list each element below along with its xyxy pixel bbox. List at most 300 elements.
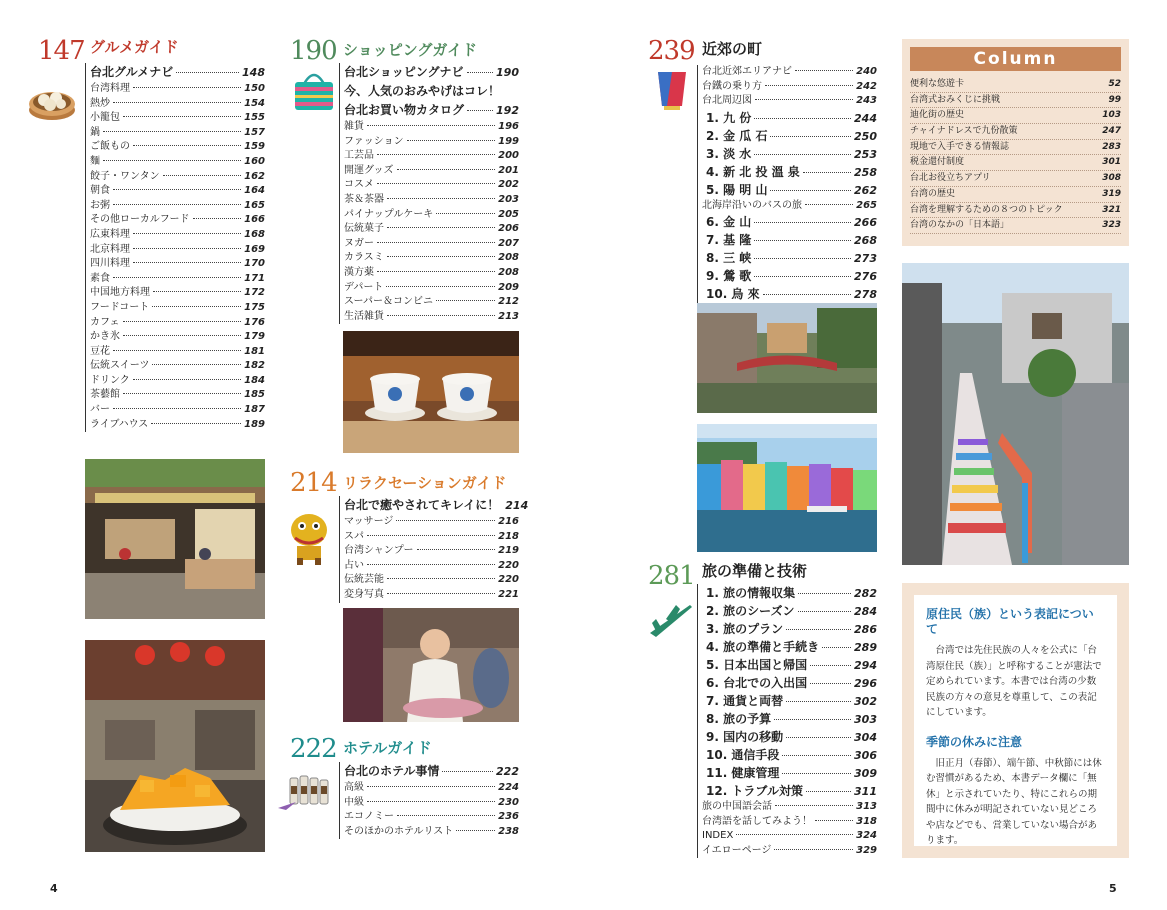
toc-entry[interactable]: [702, 199, 877, 214]
toc-entry-page: 208: [498, 266, 519, 278]
toc-entry-label: 伝統菓子: [344, 223, 384, 235]
toc-entry-label: ファッション: [344, 135, 404, 147]
toc-entry-label: フードコート: [90, 301, 150, 313]
leader-dots: [417, 549, 496, 550]
toc-entry-page: 199: [498, 135, 519, 147]
toc-entry-label: カフェ: [90, 316, 120, 328]
column-entry-label: 台北お役立ちアプリ: [910, 173, 991, 184]
toc-entry-page: 258: [854, 165, 877, 179]
toc-entry-label: 台湾料理: [90, 83, 130, 94]
column-entry-page: 319: [1102, 188, 1121, 199]
toc-entry[interactable]: [90, 403, 265, 418]
toc-entry[interactable]: [702, 746, 877, 764]
toc-entry-label: 占い: [344, 559, 364, 571]
leader-dots: [113, 350, 241, 351]
toc-entry[interactable]: [90, 272, 265, 287]
toc-entry[interactable]: [344, 193, 519, 208]
toc-entry-page: 184: [244, 374, 265, 386]
leader-dots: [754, 276, 851, 277]
toc-entry-page: 212: [498, 296, 519, 308]
toc-entry-label: 朝食: [90, 185, 110, 197]
toc-entry[interactable]: [344, 82, 519, 101]
leader-dots: [113, 277, 241, 278]
toc-entry[interactable]: [344, 310, 519, 325]
column-entry-page: 103: [1102, 110, 1121, 121]
toc-entry-page: 214: [505, 499, 529, 512]
leader-dots: [133, 233, 241, 234]
toc-entry[interactable]: [702, 80, 877, 95]
toc-entry[interactable]: [702, 710, 877, 728]
toc-entry-page: 150: [244, 83, 265, 94]
toc-entry[interactable]: [702, 620, 877, 638]
toc-entry[interactable]: [702, 844, 877, 859]
toc-entry[interactable]: [344, 266, 519, 281]
toc-entry[interactable]: [90, 63, 265, 82]
toc-entry-page: 181: [244, 345, 265, 357]
leader-dots: [798, 611, 852, 612]
leader-dots: [754, 258, 851, 259]
toc-entry[interactable]: [90, 228, 265, 243]
toc-entry[interactable]: [90, 418, 265, 433]
old-street-bridge-photo: [697, 303, 877, 413]
toc-entry-page: 160: [244, 155, 265, 167]
leader-dots: [152, 364, 241, 365]
column-entry-page: 323: [1102, 220, 1121, 231]
toc-entry-label: その他ローカルフード: [90, 214, 190, 226]
leader-dots: [113, 204, 241, 205]
toc-entry-page: 324: [856, 830, 877, 842]
toc-entry-page: 179: [244, 331, 265, 343]
leader-dots: [798, 593, 851, 594]
leader-dots: [765, 85, 853, 86]
toc-entry[interactable]: [90, 301, 265, 316]
toc-entry-page: 265: [856, 199, 877, 211]
leader-dots: [123, 393, 241, 394]
toc-entry-page: 185: [244, 389, 265, 401]
column-entry[interactable]: [910, 171, 1121, 187]
toc-entry-label: カラスミ: [344, 252, 384, 264]
toc-entry-page: 154: [244, 97, 265, 109]
toc-entry-page: 219: [498, 545, 519, 557]
toc-entry-label: 3. 旅のプラン: [706, 622, 784, 636]
leader-dots: [133, 379, 241, 380]
leader-dots: [133, 248, 241, 249]
toc-entry[interactable]: [90, 388, 265, 403]
leader-dots: [367, 786, 495, 787]
toc-entry-page: 282: [854, 587, 877, 600]
toc-entry[interactable]: [344, 164, 519, 179]
toc-entry-label: 台北ショッピングナビ: [344, 65, 464, 79]
toc-entry-label: ご飯もの: [90, 141, 130, 153]
toc-entry-label: 2. 金 瓜 石: [706, 128, 768, 143]
toc-entry[interactable]: [702, 267, 877, 285]
toc-entry-page: 205: [498, 208, 519, 220]
toc-entry[interactable]: [702, 584, 877, 602]
column-entry-label: 税金還付制度: [910, 157, 965, 168]
toc-entry[interactable]: [90, 126, 265, 141]
suburb-toc: [697, 65, 877, 303]
toc-entry-page: 311: [854, 785, 877, 798]
toc-entry-page: 196: [498, 121, 519, 132]
toc-entry[interactable]: [90, 155, 265, 170]
leader-dots: [387, 256, 495, 257]
toc-entry-label: 北海岸沿いのバスの旅: [702, 199, 802, 211]
leader-dots: [795, 70, 853, 71]
leader-dots: [377, 242, 495, 243]
leader-dots: [770, 190, 851, 191]
toc-entry-page: 172: [244, 287, 265, 299]
woven-basket-bag-icon: [292, 66, 336, 112]
shopping-toc: [339, 63, 519, 324]
toc-entry-label: 10. 通信手段: [706, 748, 780, 762]
leader-dots: [822, 647, 851, 648]
column-entry[interactable]: [910, 93, 1121, 109]
toc-entry-page: 170: [244, 258, 265, 270]
toc-entry[interactable]: [344, 281, 519, 296]
toc-entry[interactable]: [90, 170, 265, 185]
toc-entry[interactable]: [90, 82, 265, 97]
toc-entry[interactable]: [90, 184, 265, 199]
leader-dots: [103, 131, 241, 132]
toc-entry-page: 238: [498, 825, 519, 837]
toc-entry[interactable]: [344, 544, 519, 559]
column-entry[interactable]: [910, 203, 1121, 219]
toc-entry[interactable]: [90, 286, 265, 301]
toc-entry-label: ヌガー: [344, 237, 374, 249]
toc-entry-page: 302: [854, 695, 877, 708]
toc-entry[interactable]: [702, 145, 877, 163]
toc-entry[interactable]: [344, 825, 519, 840]
toc-entry-label: 北京料理: [90, 243, 130, 255]
toc-entry-label: 伝統スイーツ: [90, 360, 150, 372]
toc-entry[interactable]: [344, 762, 519, 781]
toc-entry[interactable]: [344, 149, 519, 164]
notes-inner: [914, 595, 1117, 846]
leader-dots: [754, 154, 851, 155]
column-entry-label: 台湾の歴史: [910, 188, 956, 199]
toc-entry[interactable]: [90, 213, 265, 228]
toc-entry[interactable]: [90, 243, 265, 258]
toc-entry[interactable]: [344, 237, 519, 252]
toc-entry[interactable]: [702, 127, 877, 145]
leader-dots: [782, 755, 851, 756]
toc-entry-label: 8. 三 峡: [706, 251, 752, 266]
column-entry-label: 台湾を理解するための８つのトピック: [910, 204, 1063, 215]
toc-entry-page: 220: [498, 559, 519, 571]
leader-dots: [467, 72, 494, 73]
toc-entry-label: 伝統芸能: [344, 574, 384, 586]
leader-dots: [387, 198, 495, 199]
toc-entry-label: バー: [90, 404, 110, 416]
toc-entry-page: 169: [244, 243, 265, 255]
toc-entry[interactable]: [702, 94, 877, 109]
toc-entry[interactable]: [344, 120, 519, 135]
toc-entry[interactable]: [702, 829, 877, 844]
column-entry-page: 247: [1102, 126, 1121, 137]
column-heading: Column: [910, 47, 1121, 71]
toc-entry-page: 157: [244, 126, 265, 138]
column-entry[interactable]: [910, 77, 1121, 93]
toc-entry[interactable]: [90, 97, 265, 112]
toc-entry-label: 6. 台北での入出国: [706, 676, 808, 690]
toc-entry[interactable]: [90, 199, 265, 214]
toc-entry-page: 201: [498, 164, 519, 176]
toc-entry[interactable]: [344, 781, 519, 796]
column-box: [902, 39, 1129, 246]
toc-entry[interactable]: [702, 285, 877, 303]
toc-entry-page: 175: [244, 301, 265, 313]
leader-dots: [113, 102, 241, 103]
leader-dots: [774, 849, 853, 850]
leader-dots: [133, 262, 241, 263]
toc-entry-page: 192: [496, 104, 519, 117]
leader-dots: [754, 222, 851, 223]
column-entry-page: 52: [1108, 79, 1121, 89]
toc-entry[interactable]: [344, 530, 519, 545]
toc-entry-page: 165: [244, 199, 265, 211]
toc-entry[interactable]: [702, 764, 877, 782]
shopping-section-number: 190: [290, 36, 337, 66]
toc-entry-label: ライブハウス: [90, 418, 149, 430]
toc-entry[interactable]: [90, 111, 265, 126]
amenity-bottles-icon: [276, 772, 336, 812]
toc-entry-page: 286: [854, 623, 877, 636]
toc-entry[interactable]: [344, 63, 519, 82]
hotel-section-number: 222: [290, 734, 337, 764]
leader-dots: [396, 520, 495, 521]
toc-entry[interactable]: [702, 656, 877, 674]
toc-entry-page: 262: [854, 183, 877, 197]
travel-section-title: 旅の準備と技術: [702, 562, 808, 580]
toc-entry[interactable]: [702, 231, 877, 249]
column-entry[interactable]: [910, 155, 1121, 171]
toc-entry-label: 台湾シャンプー: [344, 545, 414, 557]
toc-entry-label: 9. 鶯 歌: [706, 269, 752, 284]
leader-dots: [123, 116, 241, 117]
toc-entry-label: エコノミー: [344, 811, 394, 823]
toc-entry-page: 278: [854, 288, 877, 302]
toc-entry[interactable]: [344, 135, 519, 150]
hotel-section-title: ホテルガイド: [343, 739, 432, 757]
toc-entry[interactable]: [344, 810, 519, 825]
leader-dots: [805, 204, 853, 205]
leader-dots: [775, 805, 853, 806]
toc-entry[interactable]: [702, 815, 877, 830]
toc-entry[interactable]: [90, 359, 265, 374]
toc-entry-page: 207: [498, 237, 519, 249]
toc-entry-page: 166: [244, 214, 265, 226]
relax-toc: [339, 496, 529, 603]
leader-dots: [810, 683, 851, 684]
leader-dots: [386, 286, 495, 287]
toc-entry-label: 高級: [344, 782, 364, 793]
toc-entry-label: 茶藝館: [90, 389, 120, 401]
dumpling-steamer-icon: [27, 74, 77, 122]
toc-entry-page: 209: [498, 281, 519, 293]
toc-entry[interactable]: [702, 800, 877, 815]
shopping-section-title: ショッピングガイド: [343, 41, 477, 59]
toc-entry[interactable]: [702, 109, 877, 127]
toc-entry-label: 台北で癒やされてキレイに！: [344, 498, 500, 512]
column-entry-label: 台湾のなかの「日本語」: [910, 220, 1010, 231]
toc-entry[interactable]: [344, 496, 529, 515]
toc-entry[interactable]: [702, 602, 877, 620]
note-title-indigenous: 原住民（族）という表記について: [926, 607, 1094, 636]
leader-dots: [786, 701, 851, 702]
toc-entry-page: 306: [854, 749, 877, 762]
leader-dots: [442, 771, 493, 772]
toc-entry-page: 148: [242, 66, 265, 79]
leader-dots: [113, 189, 241, 190]
column-entry-page: 301: [1102, 157, 1121, 168]
leader-dots: [193, 218, 242, 219]
toc-entry-label: 2. 旅のシーズン: [706, 604, 795, 618]
toc-entry[interactable]: [90, 345, 265, 360]
toc-entry-page: 296: [854, 677, 877, 690]
toc-entry[interactable]: [344, 222, 519, 237]
toc-entry[interactable]: [344, 573, 519, 588]
leader-dots: [763, 294, 851, 295]
toc-entry-page: 304: [854, 731, 877, 744]
toc-entry-page: 273: [854, 252, 877, 266]
leader-dots: [133, 87, 241, 88]
leader-dots: [736, 834, 853, 835]
toc-entry[interactable]: [344, 251, 519, 266]
leader-dots: [782, 773, 851, 774]
toc-entry[interactable]: [344, 559, 519, 574]
toc-entry-page: 318: [856, 815, 877, 827]
leader-dots: [377, 271, 495, 272]
toc-entry-label: 4. 旅の準備と手続き: [706, 640, 820, 654]
toc-entry[interactable]: [90, 330, 265, 345]
toc-entry[interactable]: [344, 295, 519, 310]
toc-entry-label: 6. 金 山: [706, 215, 752, 230]
toc-entry-label: 5. 陽 明 山: [706, 182, 768, 197]
leader-dots: [407, 140, 496, 141]
toc-entry[interactable]: [702, 163, 877, 181]
toc-entry-page: 203: [498, 193, 519, 205]
toc-entry[interactable]: [702, 249, 877, 267]
toc-entry-label: 9. 国内の移動: [706, 730, 784, 744]
toc-entry-label: 開運グッズ: [344, 164, 394, 176]
toc-entry-page: 182: [244, 360, 265, 372]
hotel-toc: [339, 762, 519, 839]
toc-entry-page: 243: [856, 95, 877, 107]
column-entry[interactable]: [910, 124, 1121, 140]
toc-entry-label: 3. 淡 水: [706, 146, 752, 161]
toc-entry-page: 313: [856, 801, 877, 812]
toc-entry-page: 216: [498, 516, 519, 527]
toc-entry-label: 台北周辺図: [702, 95, 752, 107]
toc-entry[interactable]: [702, 181, 877, 199]
toc-entry-label: 豆花: [90, 345, 110, 357]
toc-entry[interactable]: [344, 208, 519, 223]
toc-entry[interactable]: [702, 728, 877, 746]
toc-entry-label: 生活雑貨: [344, 310, 384, 322]
toc-entry[interactable]: [702, 674, 877, 692]
food-stall-photo: [85, 459, 265, 619]
toc-entry-label: 茶＆茶器: [344, 193, 384, 205]
column-entry-label: 台湾式おみくじに挑戦: [910, 94, 1001, 105]
toc-entry-page: 202: [498, 179, 519, 191]
toc-entry[interactable]: [90, 374, 265, 389]
leader-dots: [436, 213, 495, 214]
toc-entry-label: 7. 基 隆: [706, 233, 752, 248]
toc-entry[interactable]: [344, 178, 519, 193]
toc-entry-page: 224: [498, 782, 519, 793]
note-title-holidays: 季節の休みに注意: [926, 734, 1023, 749]
toc-entry[interactable]: [344, 796, 519, 811]
toc-entry-page: 171: [244, 272, 265, 284]
toc-entry-page: 222: [496, 765, 519, 778]
toc-entry-page: 244: [854, 111, 877, 125]
toc-entry-page: 329: [856, 844, 877, 856]
toc-entry-label: 熱炒: [90, 97, 110, 109]
column-entry[interactable]: [910, 218, 1121, 234]
leader-dots: [377, 154, 495, 155]
leader-dots: [754, 240, 851, 241]
toc-entry-page: 303: [854, 713, 877, 726]
leader-dots: [152, 306, 241, 307]
toc-entry-page: 242: [856, 80, 877, 92]
travel-section-number: 281: [648, 561, 695, 591]
toc-entry-label: 四川料理: [90, 258, 130, 270]
column-entry-page: 99: [1108, 94, 1121, 105]
toc-entry[interactable]: [702, 782, 877, 800]
leader-dots: [397, 815, 495, 816]
toc-entry-label: 台鐵の乗り方: [702, 80, 762, 92]
column-entry[interactable]: [910, 140, 1121, 156]
column-entry[interactable]: [910, 108, 1121, 124]
toc-entry-label: スパ: [344, 530, 364, 542]
toc-entry-page: 162: [244, 170, 265, 182]
toc-entry-label: 11. 健康管理: [706, 766, 780, 780]
toc-entry[interactable]: [344, 101, 519, 120]
leader-dots: [754, 118, 851, 119]
lion-dance-icon: [283, 508, 335, 566]
column-entry[interactable]: [910, 187, 1121, 203]
leader-dots: [810, 665, 851, 666]
tea-cups-photo: [343, 331, 519, 453]
leader-dots: [397, 169, 496, 170]
toc-entry-label: 5. 日本出国と帰国: [706, 658, 808, 672]
toc-entry-label: 台北お買い物カタログ: [344, 103, 465, 117]
leader-dots: [367, 801, 495, 802]
toc-entry[interactable]: [702, 638, 877, 656]
leader-dots: [133, 145, 241, 146]
toc-entry[interactable]: [344, 515, 519, 530]
column-entry-page: 308: [1102, 173, 1121, 184]
toc-entry[interactable]: [344, 588, 519, 603]
toc-entry-label: 7. 通貨と両替: [706, 694, 784, 708]
toc-entry-label: 今、人気のおみやげはコレ！: [344, 84, 501, 98]
leader-dots: [387, 315, 495, 316]
toc-entry[interactable]: [702, 692, 877, 710]
leader-dots: [387, 593, 495, 594]
leader-dots: [153, 291, 241, 292]
toc-entry-label: 広東料理: [90, 228, 130, 240]
toc-entry[interactable]: [90, 316, 265, 331]
suburb-section-number: 239: [648, 36, 695, 66]
column-entry-label: 便利な悠遊卡: [910, 79, 965, 89]
mango-shaved-ice-photo: [85, 640, 265, 852]
toc-entry-label: 中国地方料理: [90, 287, 150, 299]
toc-entry[interactable]: [90, 140, 265, 155]
toc-entry[interactable]: [702, 65, 877, 80]
toc-entry[interactable]: [90, 257, 265, 272]
toc-entry-page: 206: [498, 223, 519, 235]
toc-entry[interactable]: [702, 213, 877, 231]
